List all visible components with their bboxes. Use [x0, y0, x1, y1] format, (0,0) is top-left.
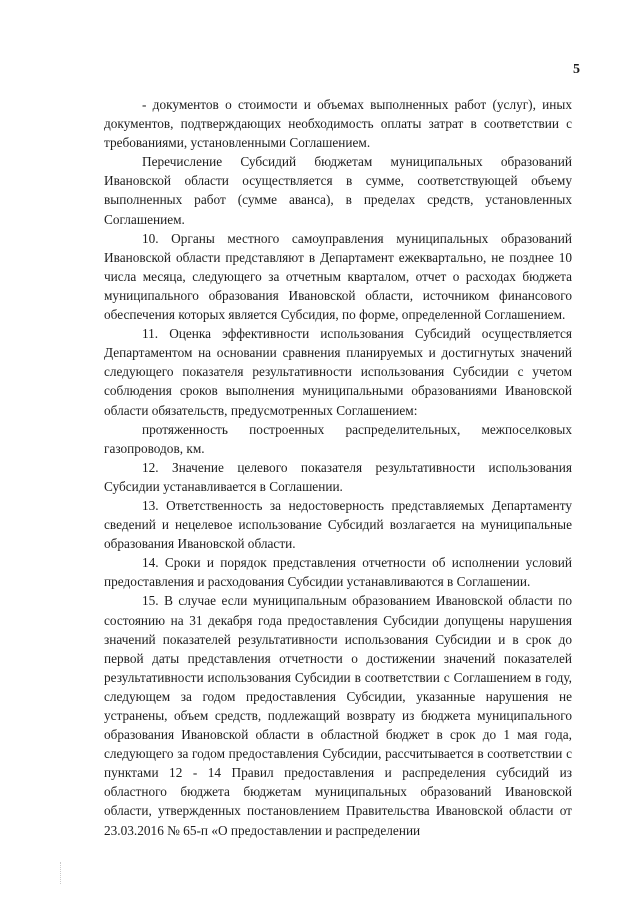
paragraph-12-target-value: 12. Значение целевого показателя результативности использования Субсидии устанавливается в Соглашении. — [104, 459, 572, 494]
document-body — [104, 95, 572, 840]
paragraph-documents-list: - документов о стоимости и объемах выполненных работ (услуг), иных документов, подтверждающих необходимость оплаты затрат в соответствии с требованиями, установленными Соглашением. — [104, 97, 572, 151]
paragraph-15-violations: 15. В случае если муниципальным образованием Ивановской области по состоянию на 31 декабря года предоставления Субсидии допущены нарушения значений показателей результативности использования Субсидии и в срок до первой даты представления отчетности о достижении значений показателей результативности использования Субсидии в соответствии с Соглашением в году, следующем за годом предоставления Субсидии, указанные нарушения не устранены, объем средств, подлежащий возврату из бюджета муниципального образования Ивановской области в областной бюджет в срок до 1 мая года, следующего за годом предоставления Субсидии, рассчитывается в соответствии с пунктами 12 - 14 Правил предоставления и распределения субсидий из областного бюджета бюджетам муниципальных образований Ивановской области, утвержденных постановлением Правительства Ивановской области от 23.03.2016 № 65-п «О предоставлении и распределении — [104, 593, 572, 838]
paragraph-subsidy-transfer: Перечисление Субсидий бюджетам муниципальных образований Ивановской области осуществляется в сумме, соответствующей объему выполненных работ (сумме аванса), в пределах средств, установленных Соглашением. — [104, 154, 572, 227]
page-number: 5 — [573, 62, 580, 77]
paragraph-10-reporting: 10. Органы местного самоуправления муниципальных образований Ивановской области представляют в Департамент ежеквартально, не позднее 10 числа месяца, следующего за отчетным кварталом, отчет о расходах бюджета муниципального образования Ивановской области, источником финансового обеспечения которых является Субсидия, по форме, определенной Соглашением. — [104, 230, 572, 323]
paragraph-11-efficiency: 11. Оценка эффективности использования Субсидий осуществляется Департаментом на основании сравнения планируемых и достигнутых значений следующего показателя результативности использования Субсидии с учетом соблюдения сроков выполнения муниципальными образованиями Ивановской области обязательств, предусмотренных Соглашением: — [104, 326, 572, 418]
paragraph-indicator: протяженность построенных распределительных, межпоселковых газопроводов, км. — [104, 421, 572, 456]
paragraph-14-reporting-terms: 14. Сроки и порядок представления отчетности об исполнении условий предоставления и расходования Субсидии устанавливаются в Соглашении. — [104, 555, 572, 590]
scan-artifact — [60, 862, 75, 884]
paragraph-13-responsibility: 13. Ответственность за недостоверность представляемых Департаменту сведений и нецелевое использование Субсидий возлагается на муниципальные образования Ивановской области. — [104, 497, 572, 552]
